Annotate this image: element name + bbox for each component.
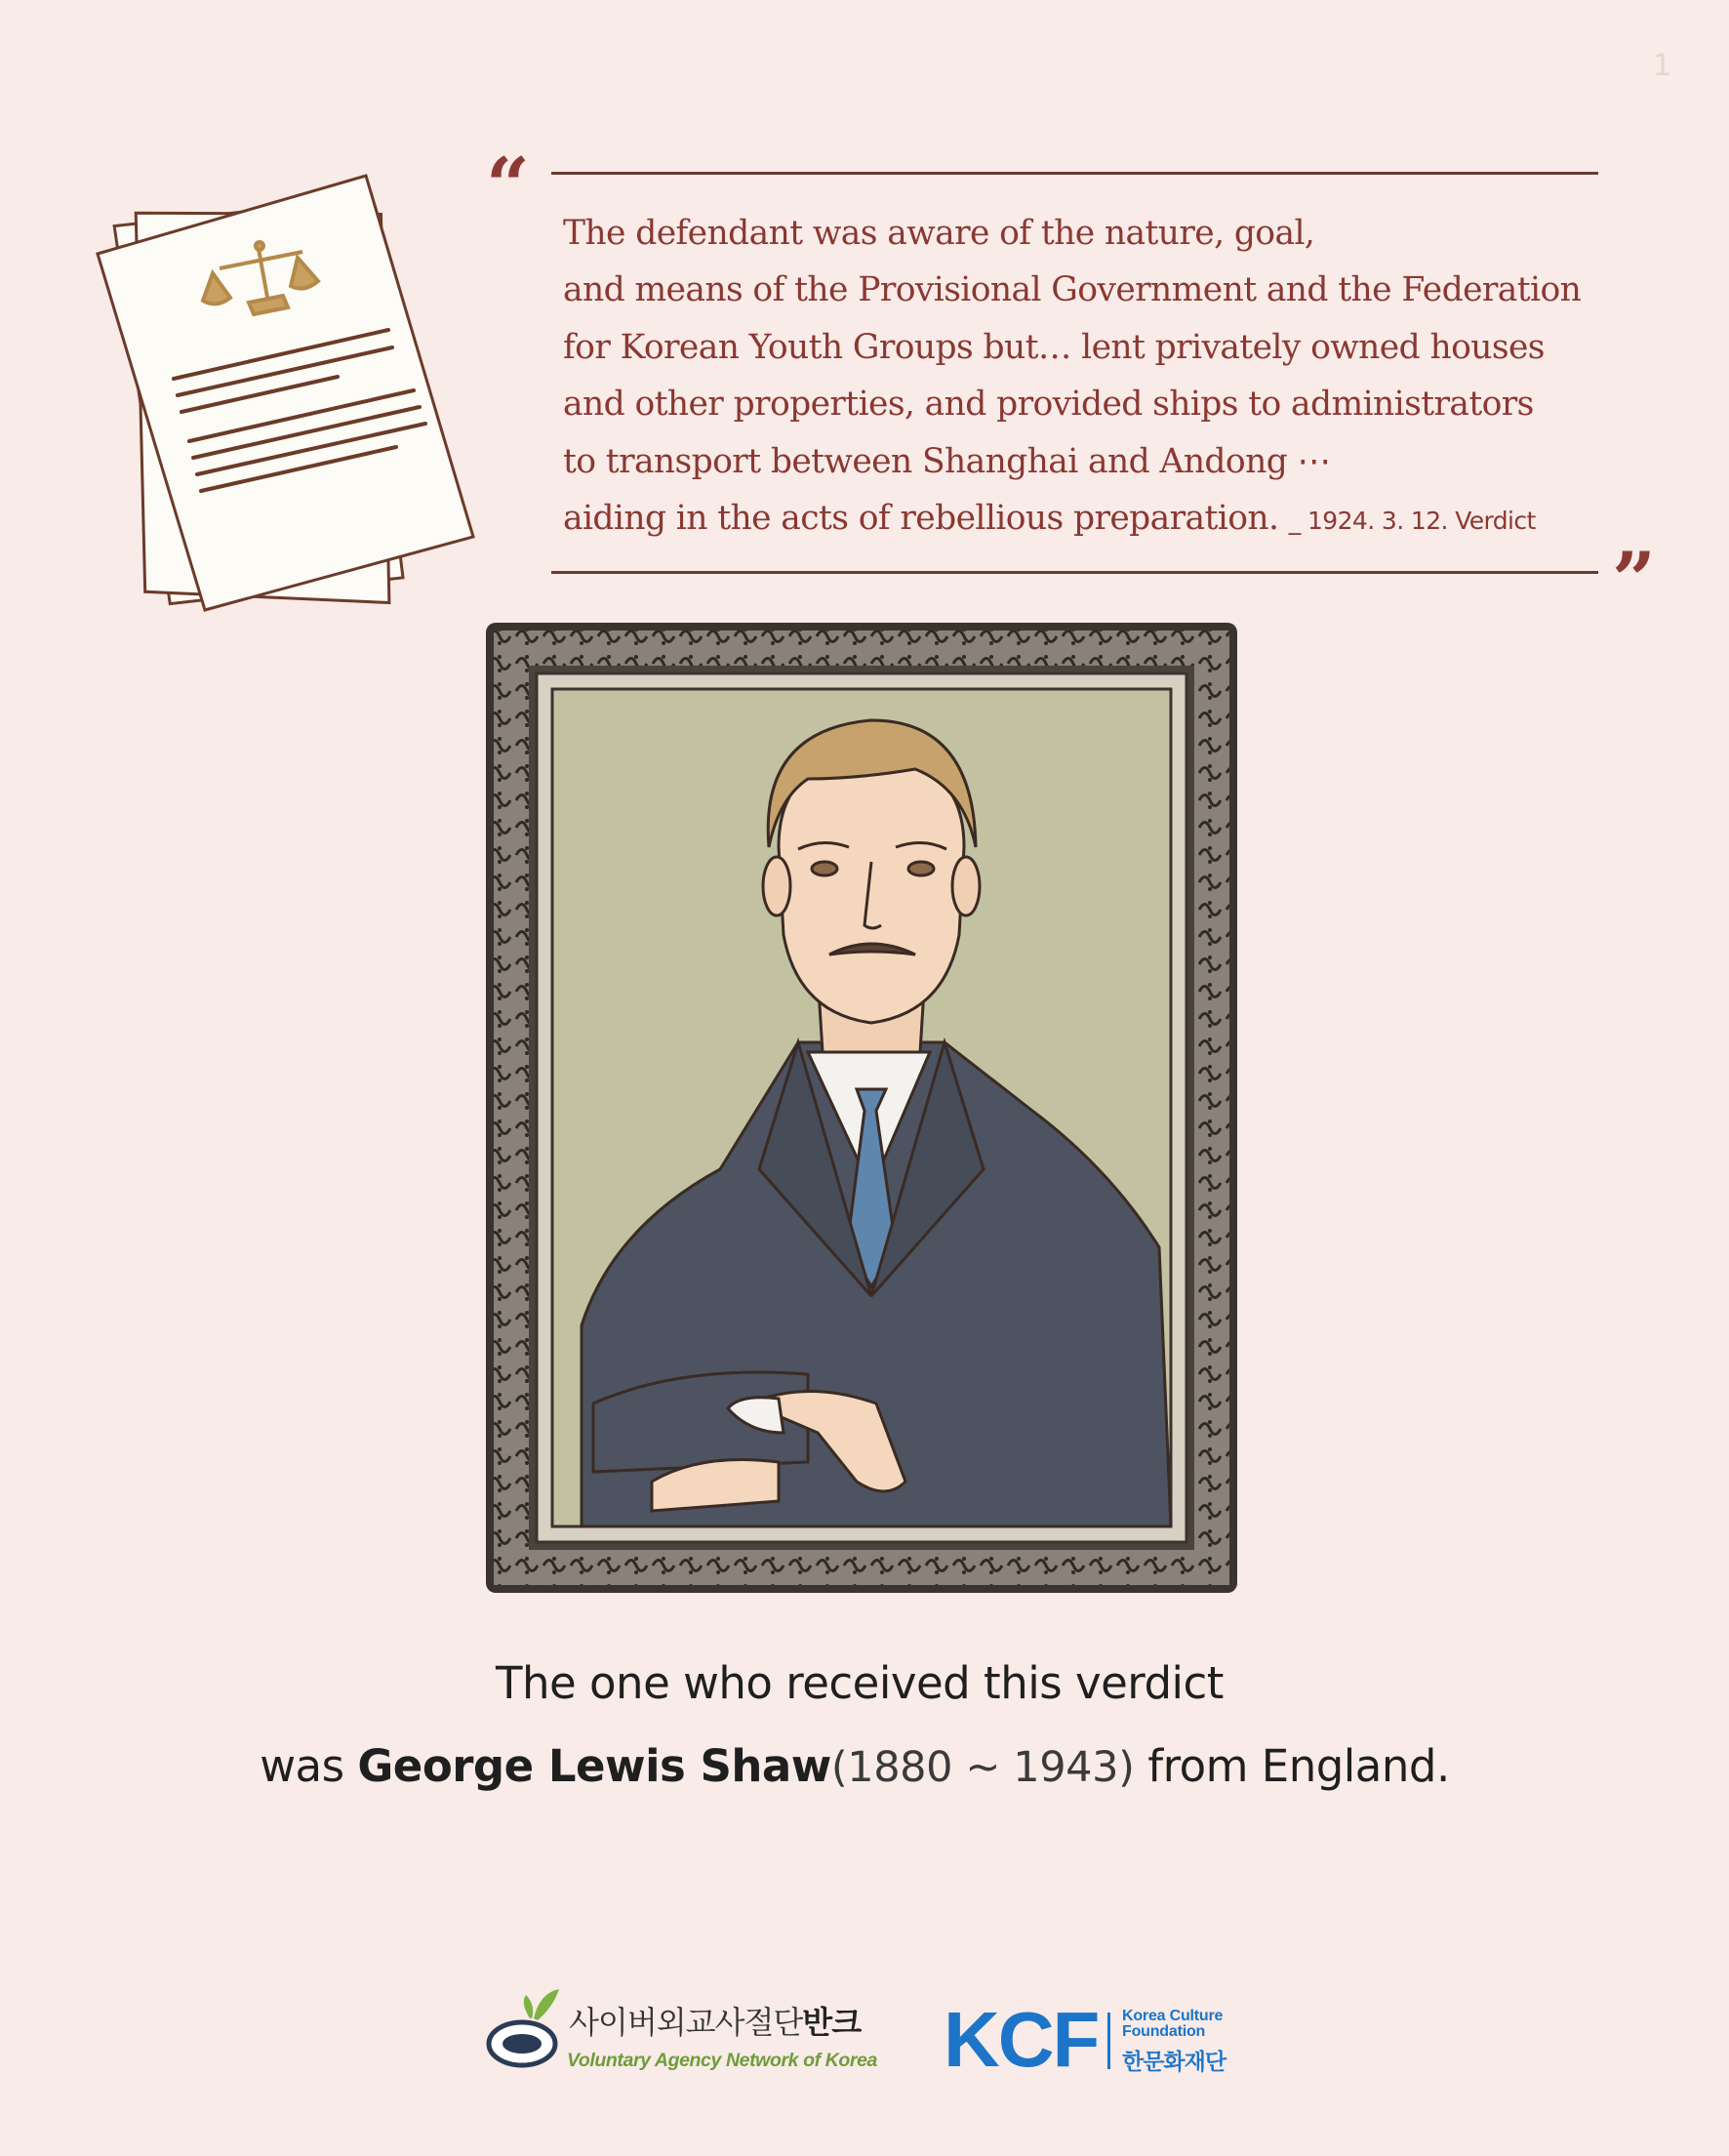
caption-line-2 (0, 1740, 1719, 1792)
caption-prefix: was (260, 1740, 358, 1792)
vank-english-name: Voluntary Agency Network of Korea (567, 2050, 878, 2071)
framed-portrait (486, 623, 1237, 1593)
verdict-quote (563, 205, 1636, 549)
vank-korean-name (569, 1998, 861, 2043)
caption-suffix: from England. (1134, 1740, 1450, 1792)
quote-line: to transport between Shanghai and Andong ⋯ (563, 441, 1331, 481)
quote-last-line (563, 490, 1636, 549)
court-documents-illustration (88, 156, 498, 625)
verdict-citation: _ 1924. 3. 12. Verdict (1288, 507, 1536, 536)
caption-line-1: The one who received this verdict (496, 1657, 1224, 1709)
kcf-korean-name: 한문화재단 (1122, 2050, 1226, 2075)
person-years: (1880 ~ 1943) (830, 1743, 1135, 1792)
kcf-english-name (1122, 2009, 1223, 2040)
kcf-logo-mark: KCF (944, 1996, 1099, 2083)
kcf-english-line: Korea Culture (1122, 2008, 1224, 2024)
quote-top-rule (551, 172, 1598, 175)
quote-line: aiding in the acts of rebellious preparation. (563, 499, 1279, 539)
quote-line: and other properties, and provided ships to administrators (563, 385, 1534, 425)
vank-korean-text: 사이버외교사절단 (569, 2004, 803, 2041)
quote-line: The defendant was aware of the nature, goal, (563, 214, 1315, 253)
quote-line: and means of the Provisional Government and the Federation (563, 270, 1582, 310)
quote-bottom-rule (551, 571, 1598, 574)
person-name: George Lewis Shaw (357, 1740, 831, 1792)
kcf-divider (1107, 2013, 1110, 2069)
open-quote-mark: “ (486, 142, 530, 230)
close-quote-mark: ” (1612, 536, 1656, 625)
page-number: 1 (1653, 49, 1672, 83)
vank-korean-bold: 반크 (802, 2004, 862, 2041)
kcf-english-line: Foundation (1122, 2023, 1206, 2040)
quote-line: for Korean Youth Groups but… lent privately owned houses (563, 327, 1545, 367)
